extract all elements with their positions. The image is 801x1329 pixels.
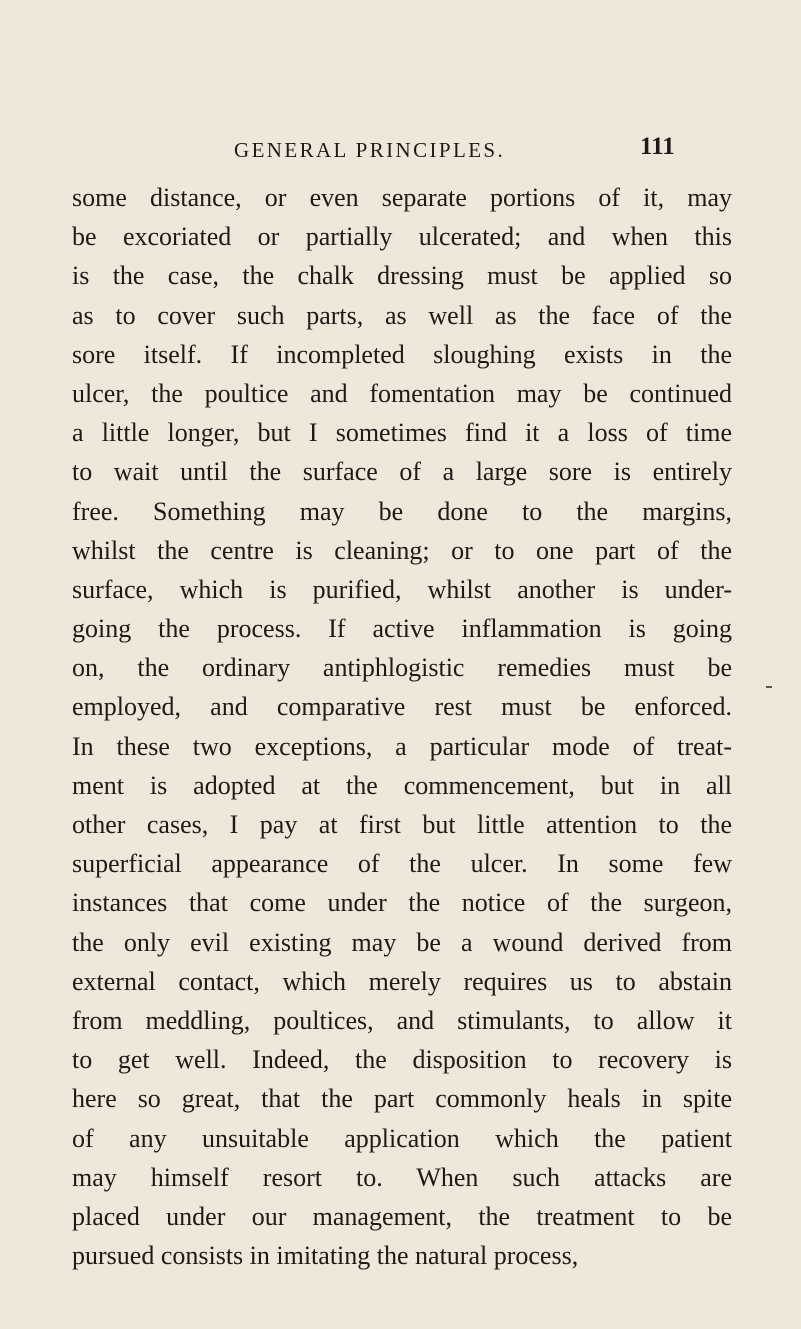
text-line: be excoriated or partially ulcerated; and when this (72, 222, 732, 252)
text-line: employed, and comparative rest must be enforced. (72, 692, 732, 722)
page-number: 111 (640, 133, 675, 160)
text-line: free. Something may be done to the margins, (72, 496, 732, 526)
running-head: GENERAL PRINCIPLES. (234, 138, 506, 162)
text-line: here so great, that the part commonly heals in spite (72, 1084, 732, 1114)
text-line: pursued consists in imitating the natural process, (72, 1241, 579, 1271)
text-line: placed under our management, the treatment to be (72, 1201, 732, 1231)
text-line: external contact, which merely requires us to abstain (72, 966, 732, 996)
text-line: whilst the centre is cleaning; or to one part of the (72, 535, 732, 565)
text-line: sore itself. If incompleted sloughing exists in the (72, 339, 732, 369)
text-line: In these two exceptions, a particular mode of treat- (72, 731, 732, 761)
text-line: instances that come under the notice of the surgeon, (72, 888, 732, 918)
text-line: the only evil existing may be a wound derived from (72, 927, 732, 957)
text-line: to wait until the surface of a large sore is entirely (72, 457, 732, 487)
text-line: superficial appearance of the ulcer. In some few (72, 849, 732, 879)
text-line: of any unsuitable application which the patient (72, 1123, 732, 1153)
text-line: on, the ordinary antiphlogistic remedies must be (72, 653, 732, 683)
text-line: surface, which is purified, whilst another is under- (72, 574, 732, 604)
text-line: a little longer, but I sometimes find it a loss of time (72, 418, 732, 448)
text-line: some distance, or even separate portions of it, may (72, 183, 732, 212)
text-line: ment is adopted at the commencement, but in all (72, 770, 732, 800)
text-line: from meddling, poultices, and stimulants, to allow it (72, 1005, 732, 1035)
text-line: ulcer, the poultice and fomentation may be continued (72, 378, 732, 408)
text-line: as to cover such parts, as well as the face of the (72, 300, 732, 330)
text-line: is the case, the chalk dressing must be applied so (72, 261, 732, 291)
margin-mark (766, 686, 772, 688)
text-line: may himself resort to. When such attacks are (72, 1162, 732, 1192)
text-line: to get well. Indeed, the disposition to recovery is (72, 1045, 732, 1075)
body-text (72, 178, 732, 1275)
text-line: going the process. If active inflammation is going (72, 614, 732, 644)
text-line: other cases, I pay at first but little attention to the (72, 810, 732, 839)
